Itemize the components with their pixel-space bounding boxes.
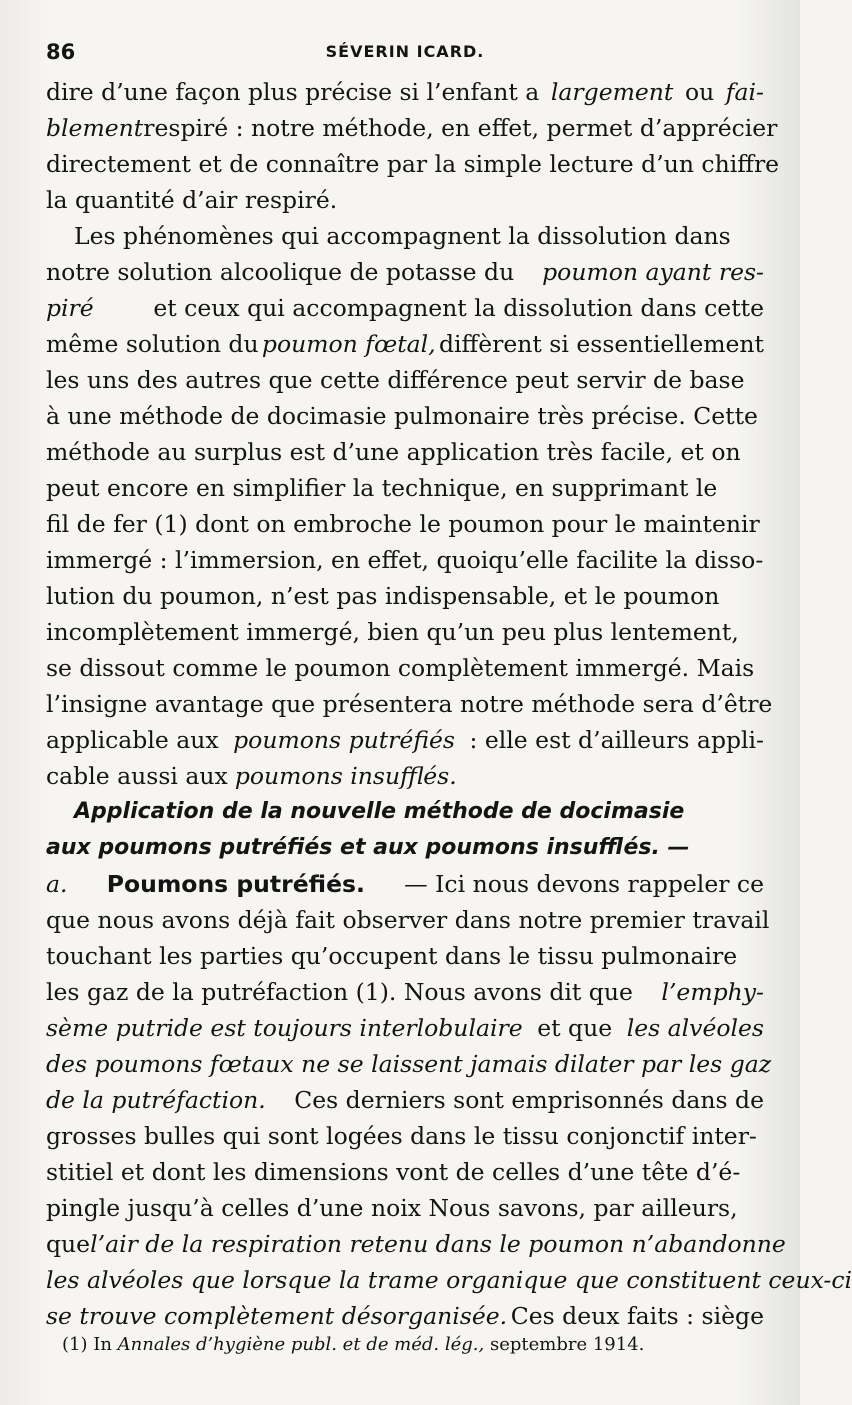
body-text: [46, 74, 852, 1334]
text-run: diffèrent si essentiellement: [438, 330, 764, 358]
text-run: largement: [550, 78, 674, 106]
text-run: méthode au surplus est d’une application très facile, et on: [46, 438, 741, 466]
text-line: [46, 1010, 764, 1046]
text-run: l’insigne avantage que présentera notre méthode sera d’être: [46, 690, 773, 718]
text-run: aux poumons putréfiés et aux poumons insufflés. —: [46, 835, 690, 860]
text-run: respiré : notre méthode, en effet, permet d’apprécier: [143, 114, 778, 142]
text-line: [46, 254, 764, 290]
text-run: et ceux qui accompagnent la dissolution dans cette: [153, 294, 764, 322]
text-run: lution du poumon, n’est pas indispensable, et le poumon: [46, 582, 720, 610]
text-run: Ces deux faits : siège: [510, 1302, 764, 1330]
text-line: [46, 290, 764, 326]
text-run: a.: [46, 870, 68, 898]
text-line: [46, 722, 764, 758]
text-line: [46, 1190, 764, 1226]
text-run: pingle jusqu’à celles d’une noix Nous savons, par ailleurs,: [46, 1194, 738, 1222]
text-line: [46, 866, 764, 902]
text-run: fai-: [725, 78, 764, 106]
text-line: [46, 146, 780, 182]
text-line: [46, 362, 764, 398]
page-number: 86: [46, 40, 76, 64]
text-line: [46, 506, 764, 542]
text-line: [46, 470, 764, 506]
text-line: [46, 326, 764, 362]
footnote-journal: Annales d’hygiène publ. et de méd. lég.,: [117, 1334, 485, 1355]
text-line: [46, 938, 764, 974]
text-run: même solution du: [46, 330, 259, 358]
section-heading-line: [46, 794, 764, 830]
text-run: l’emphy-: [661, 978, 764, 1006]
text-line: [46, 686, 773, 722]
text-line: [46, 758, 764, 794]
text-line: [46, 1046, 772, 1082]
text-line: [46, 542, 764, 578]
text-run: incomplètement immergé, bien qu’un peu plus lentement,: [46, 618, 739, 646]
text-run: des poumons fœtaux ne se laissent jamais dilater par les gaz: [46, 1050, 772, 1078]
text-run: poumon ayant res-: [542, 258, 764, 286]
text-line: [46, 74, 764, 110]
text-line: [46, 650, 764, 686]
section-heading-line: [46, 830, 764, 866]
text-run: l’air de la respiration retenu dans le poumon n’abandonne: [90, 1230, 786, 1258]
text-line: [46, 614, 764, 650]
text-line: [46, 1226, 786, 1262]
text-run: peut encore en simplifier la technique, en supprimant le: [46, 474, 718, 502]
footnote-date: septembre 1914.: [489, 1334, 645, 1355]
text-line: [46, 974, 764, 1010]
text-line: [46, 218, 764, 254]
text-line: [46, 398, 764, 434]
text-run: à une méthode de docimasie pulmonaire très précise. Cette: [46, 402, 758, 430]
text-run: directement et de connaître par la simple lecture d’un chiffre: [46, 150, 780, 178]
text-run: stitiel et dont les dimensions vont de celles d’une tête d’é-: [46, 1158, 741, 1186]
footnote: [62, 1330, 762, 1360]
text-run: de la putréfaction.: [46, 1086, 266, 1114]
running-head: SÉVERIN ICARD.: [325, 42, 485, 61]
text-run: — Ici nous devons rappeler ce: [404, 870, 764, 898]
text-run: sème putride est toujours interlobulaire: [46, 1014, 523, 1042]
text-run: poumons putréfiés: [233, 726, 455, 754]
text-run: immergé : l’immersion, en effet, quoiqu’elle facilite la disso-: [46, 546, 764, 574]
text-line: [46, 902, 770, 938]
text-line: [46, 1082, 764, 1118]
text-run: : elle est d’ailleurs appli-: [469, 726, 764, 754]
text-run: les alvéoles que lorsque la trame organique que constituent ceux-ci: [46, 1266, 852, 1294]
text-run: la quantité d’air respiré.: [46, 186, 338, 214]
text-run: applicable aux: [46, 726, 219, 754]
text-run: les gaz de la putréfaction (1). Nous avons dit que: [46, 978, 633, 1006]
text-line: [46, 578, 764, 614]
text-line: [46, 434, 764, 470]
text-run: Les phénomènes qui accompagnent la dissolution dans: [74, 222, 731, 250]
footnote-marker: (1) In: [62, 1334, 112, 1355]
text-run: blement: [46, 114, 144, 142]
text-line: [46, 182, 764, 218]
text-line: [46, 110, 778, 146]
text-run: poumons insufflés.: [234, 762, 457, 790]
text-run: Poumons putréfiés.: [106, 870, 365, 898]
text-line: [46, 1298, 764, 1334]
text-run: se dissout comme le poumon complètement immergé. Mais: [46, 654, 755, 682]
text-run: piré: [46, 294, 94, 322]
text-line: [46, 1118, 764, 1154]
text-line: [46, 1154, 764, 1190]
text-run: poumon fœtal,: [261, 330, 436, 358]
text-run: touchant les parties qu’occupent dans le tissu pulmonaire: [46, 942, 738, 970]
text-run: se trouve complètement désorganisée.: [46, 1302, 508, 1330]
text-run: dire d’une façon plus précise si l’enfant a: [46, 78, 540, 106]
text-line: [46, 1262, 852, 1298]
text-run: Ces derniers sont emprisonnés dans de: [294, 1086, 764, 1114]
page-header: [46, 34, 764, 74]
text-run: les uns des autres que cette différence peut servir de base: [46, 366, 745, 394]
text-run: que: [46, 1230, 91, 1258]
text-run: ou: [684, 78, 715, 106]
text-run: notre solution alcoolique de potasse du: [46, 258, 515, 286]
text-run: cable aussi aux: [46, 762, 228, 790]
text-run: grosses bulles qui sont logées dans le tissu conjonctif inter-: [46, 1122, 757, 1150]
text-run: fil de fer (1) dont on embroche le poumon pour le maintenir: [46, 510, 760, 538]
text-run: que nous avons déjà fait observer dans notre premier travail: [46, 906, 770, 934]
text-run: Application de la nouvelle méthode de docimasie: [74, 799, 685, 824]
text-run: les alvéoles: [626, 1014, 764, 1042]
text-run: et que: [537, 1014, 613, 1042]
